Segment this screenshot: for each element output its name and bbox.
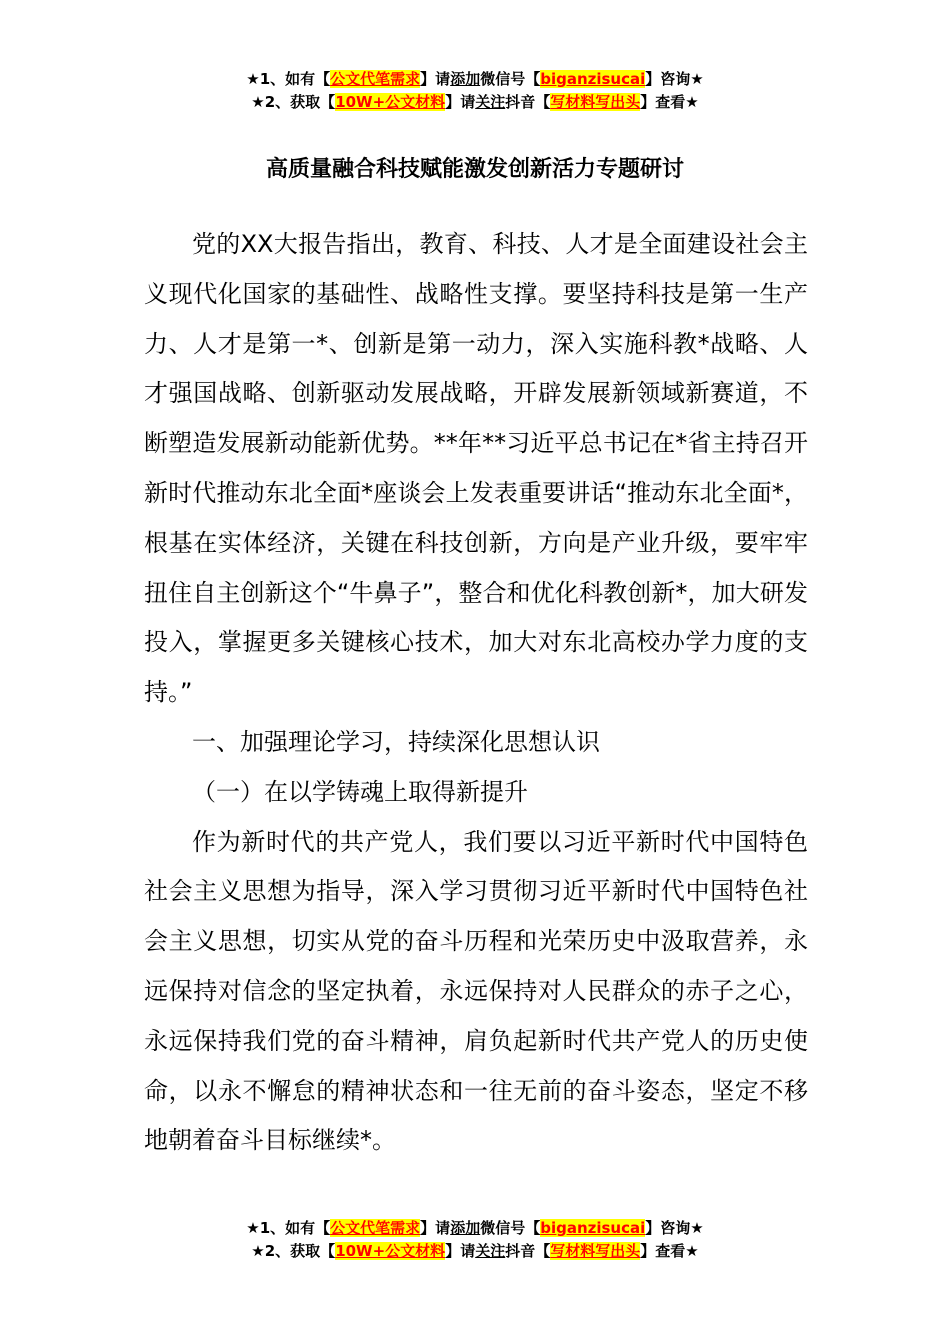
promo-banner-bottom [0, 1217, 950, 1263]
promo-text: 】请 [420, 70, 451, 88]
highlight-service: 公文代笔需求 [330, 70, 421, 88]
promo-text: ★2、获取【 [251, 93, 336, 111]
promo-text: 】查看★ [640, 1242, 699, 1260]
promo-text: 微信号【 [480, 1219, 541, 1237]
highlight-wechat-id: biganzisucai [540, 1219, 646, 1237]
highlight-douyin-account: 写材料写出头 [550, 1242, 641, 1260]
promo-text: 】请 [445, 1242, 476, 1260]
promo-text: ★2、获取【 [251, 1242, 336, 1260]
promo-text: 抖音【 [505, 1242, 551, 1260]
promo-text: ★1、如有【 [246, 1219, 331, 1237]
promo-emphasis: 添加 [450, 1219, 481, 1237]
promo-line-2 [0, 1240, 950, 1263]
promo-text: 抖音【 [505, 93, 551, 111]
promo-text: 】请 [445, 93, 476, 111]
promo-text: 】请 [420, 1219, 451, 1237]
document-title: 高质量融合科技赋能激发创新活力专题研讨 [265, 157, 684, 182]
highlight-materials: 10W+公文材料 [335, 1242, 446, 1260]
subsection-heading-1: （一）在以学铸魂上取得新提升 [192, 777, 528, 806]
promo-text: 】咨询★ [645, 1219, 704, 1237]
promo-text: 】咨询★ [645, 70, 704, 88]
promo-text: 】查看★ [640, 93, 699, 111]
promo-line-1 [0, 68, 950, 91]
promo-line-2 [0, 91, 950, 114]
document-body [144, 220, 808, 1166]
highlight-wechat-id: biganzisucai [540, 70, 646, 88]
highlight-materials: 10W+公文材料 [335, 93, 446, 111]
section-heading-1: 一、加强理论学习，持续深化思想认识 [192, 727, 600, 756]
promo-emphasis: 关注 [475, 93, 506, 111]
paragraph-body-1: 作为新时代的共产党人，我们要以习近平新时代中国特色社会主义思想为指导，深入学习贯彻习近平新时代中国特色社会主义思想，切实从党的奋斗历程和光荣历史中汲取营养，永远保持对信念的坚定执着，永远保持对人民群众的赤子之心，永远保持我们党的奋斗精神，肩负起新时代共产党人的历史使命，以永不懈怠的精神状态和一往无前的奋斗姿态，坚定不移地朝着奋斗目标继续*。 [144, 827, 808, 1155]
promo-banner-top [0, 68, 950, 114]
highlight-service: 公文代笔需求 [330, 1219, 421, 1237]
highlight-douyin-account: 写材料写出头 [550, 93, 641, 111]
promo-text: ★1、如有【 [246, 70, 331, 88]
promo-line-1 [0, 1217, 950, 1240]
promo-emphasis: 添加 [450, 70, 481, 88]
promo-text: 微信号【 [480, 70, 541, 88]
promo-emphasis: 关注 [475, 1242, 506, 1260]
paragraph-intro: 党的XX大报告指出，教育、科技、人才是全面建设社会主义现代化国家的基础性、战略性支撑。要坚持科技是第一生产力、人才是第一*、创新是第一动力，深入实施科教*战略、人才强国战略、创新驱动发展战略，开辟发展新领域新赛道，不断塑造发展新动能新优势。**年**习近平总书记在*省主持召开新时代推动东北全面*座谈会上发表重要讲话“推动东北全面*，根基在实体经济，关键在科技创新，方向是产业升级，要牢牢扭住自主创新这个“牛鼻子”，整合和优化科教创新*，加大研发投入，掌握更多关键核心技术，加大对东北高校办学力度的支持。” [144, 230, 808, 707]
